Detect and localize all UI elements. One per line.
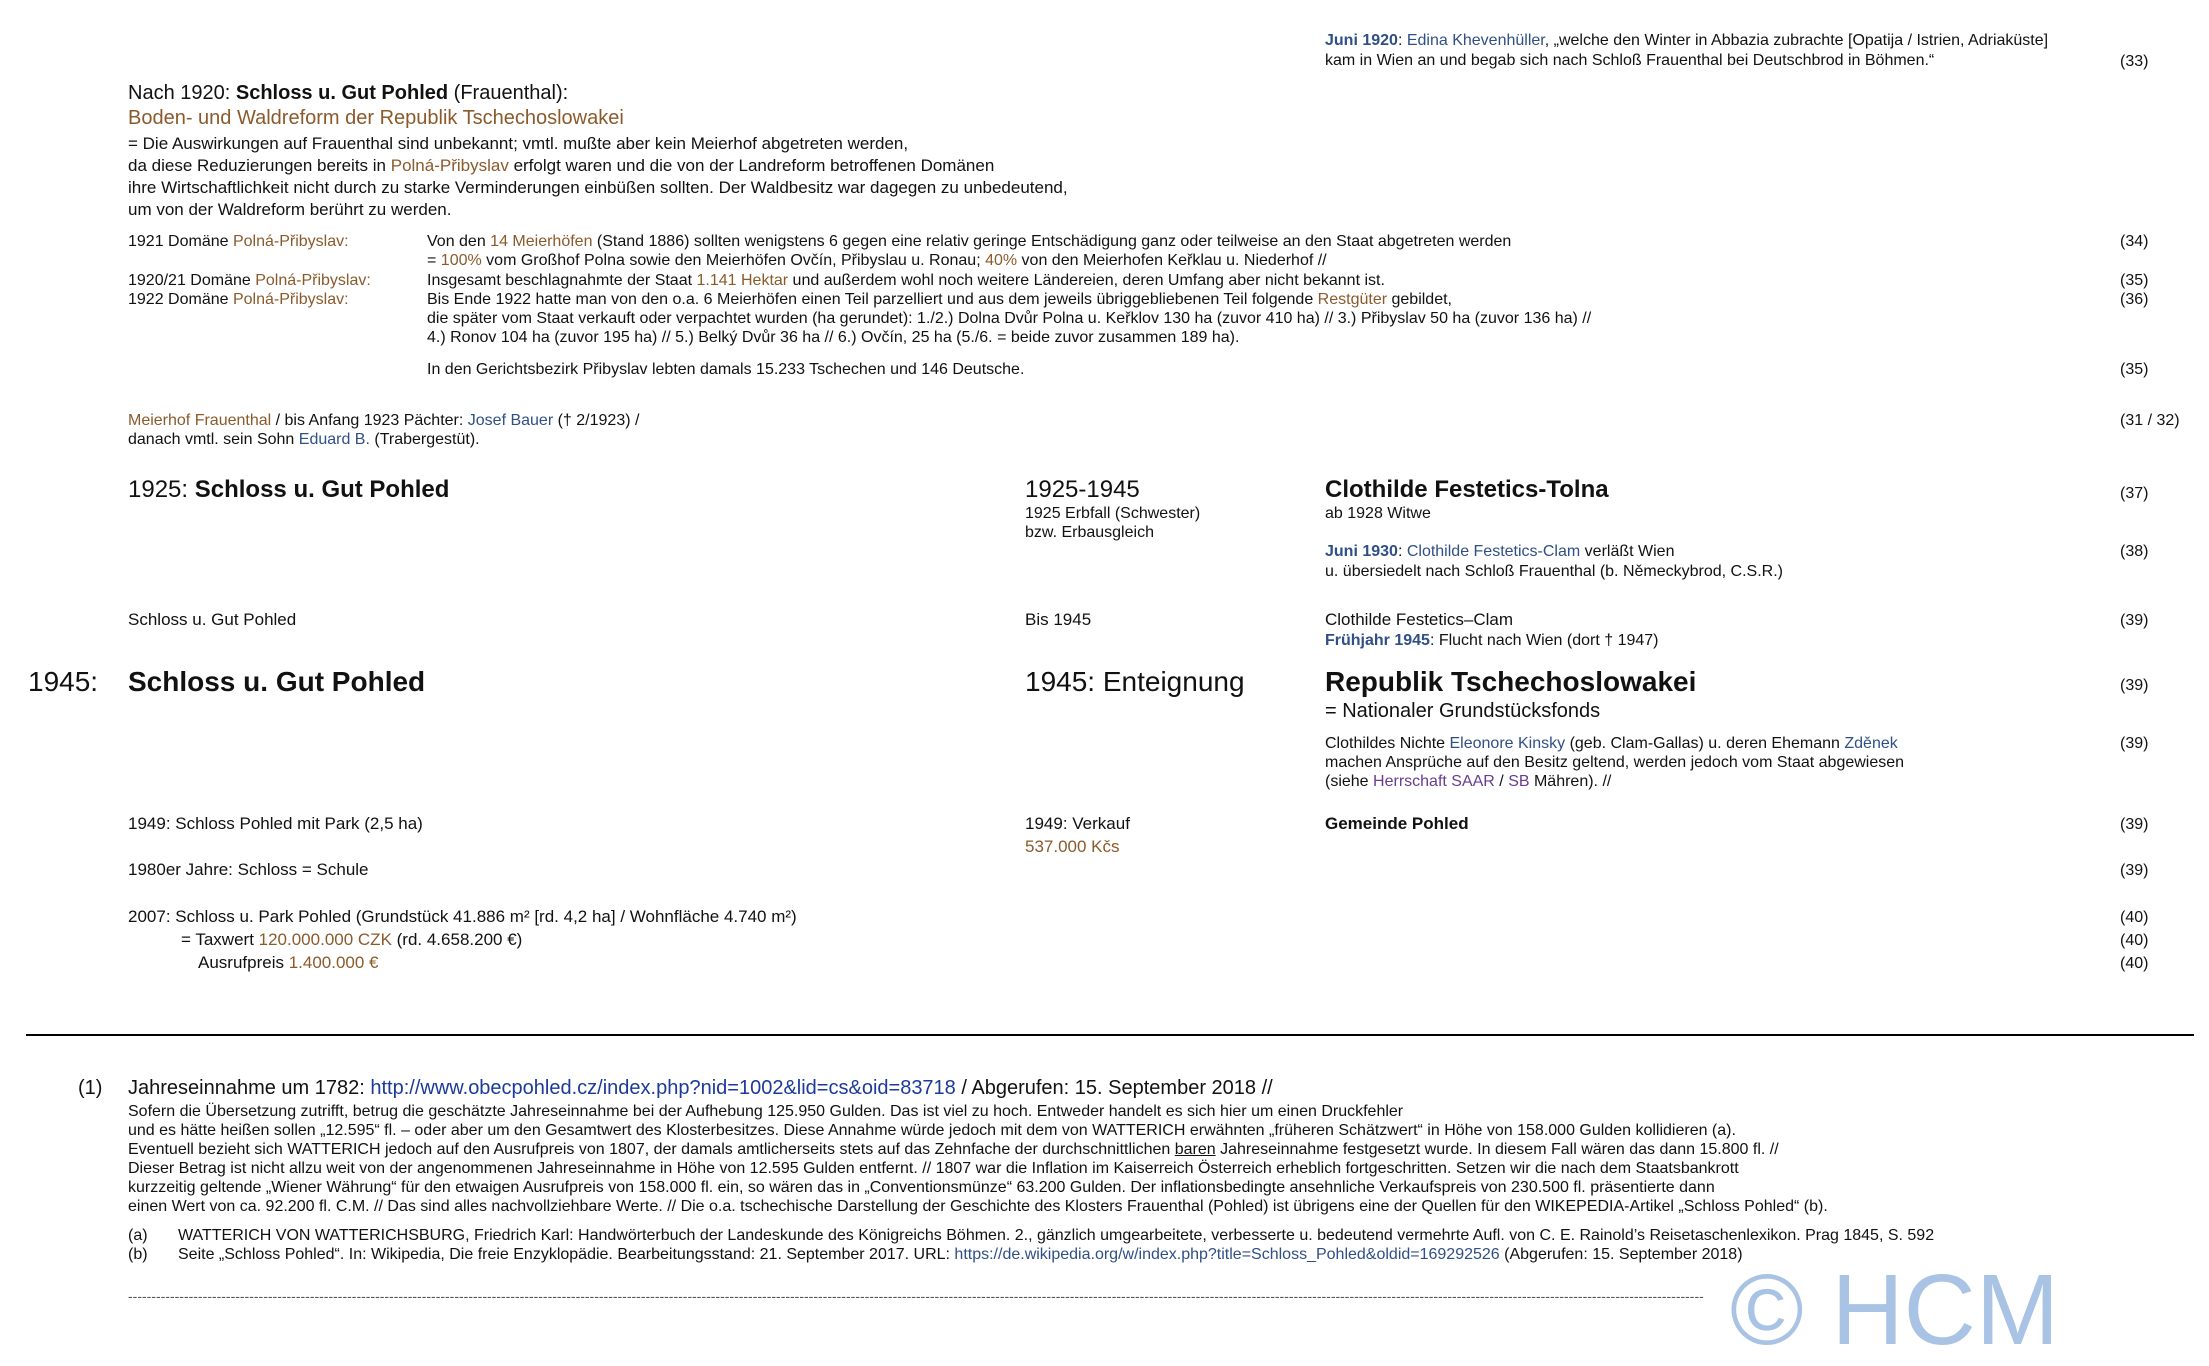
row-1920-21-label <box>128 271 371 290</box>
ref-35b: (35) <box>2120 361 2149 378</box>
para-line-1: = Die Auswirkungen auf Frauenthal sind unbekannt; vmtl. mußte aber kein Meierhof abgetreten werden, <box>128 134 909 153</box>
meierhof-line-2 <box>128 430 480 449</box>
date-juni-1920: Juni 1920 <box>1325 32 1398 49</box>
t-c: gebildet, <box>1387 291 1452 308</box>
ft-c: / Abgerufen: 15. September 2018 // <box>955 1077 1273 1099</box>
label-a: 1922 Domäne <box>128 291 233 308</box>
row-2007-l3 <box>198 952 379 973</box>
row-1980: 1980er Jahre: Schloss = Schule <box>128 860 369 879</box>
para-line-3: ihre Wirtschaftlichkeit nicht durch zu starke Verminderungen einbüßen sollten. Der Waldbesitz war dagegen zu unbedeutend, <box>128 178 1068 197</box>
t-a: Von den <box>427 233 491 250</box>
quote-text: , „welche den Winter in Abbazia zubrachte [Opatija / Istrien, Adriaküste] <box>1544 32 2049 49</box>
t-c: und außerdem wohl noch weitere Ländereien, deren Umfang aber nicht bekannt ist. <box>788 272 1385 289</box>
footnote-number: (1) <box>78 1077 103 1099</box>
m-d: († 2/1923) / <box>553 412 640 429</box>
row-1925-left <box>128 476 449 504</box>
label-a: 1920/21 Domäne <box>128 272 256 289</box>
m-l2c: (Trabergestüt). <box>369 431 480 448</box>
para-line-2 <box>128 155 994 176</box>
row-1925-mid-l1: 1925 Erbfall (Schwester) <box>1025 505 1201 522</box>
place-link-polna[interactable]: Polná-Přibyslav <box>390 156 509 175</box>
section-subheading: Boden- und Waldreform der Republik Tschechoslowakei <box>128 107 624 129</box>
note-kinsky-3 <box>1325 772 1611 791</box>
rest: verläßt Wien <box>1580 543 1675 560</box>
n3e: Mähren). // <box>1529 773 1612 790</box>
row-1922-label <box>128 290 349 309</box>
ft-a: Jahreseinnahme um 1782: <box>128 1077 371 1099</box>
t-a: Bis Ende 1922 hatte man von den o.a. 6 Meierhöfen einen Teil parzelliert und aus dem jeweils übriggebliebenen Teil folgende <box>427 291 1318 308</box>
row-1949-price: 537.000 Kčs <box>1025 837 1120 856</box>
ref-39c: (39) <box>2120 735 2149 752</box>
footnote-text-5: kurzzeitig geltende „Wiener Währung“ für den etwaigen Ausrufpreis von 158.000 fl. ein, so wären das in „Conventionsmünze“ 63.200 Gulden. Der inflationsbedingte ansehnliche Verkaufspreis von 230.500 fl. präsentierte dann <box>128 1179 1715 1196</box>
ref-35: (35) <box>2120 272 2149 289</box>
row-1925-mid-title: 1925-1945 <box>1025 476 1140 503</box>
t-e: von den Meierhofen Keřklau u. Niederhof // <box>1017 252 1327 269</box>
ref-33: (33) <box>2120 53 2149 70</box>
t3b-underlined: baren <box>1174 1141 1216 1158</box>
bold-title: Schloss u. Gut Pohled <box>194 476 450 503</box>
highlight-100: 100% <box>440 252 482 269</box>
taxwert-value: 120.000.000 CZK <box>258 930 392 949</box>
row-1945-right-sub: = Nationaler Grundstücksfonds <box>1325 700 1601 722</box>
footnote-a-label: (a) <box>128 1227 148 1244</box>
t-a: Insgesamt beschlagnahmte der Staat <box>427 272 697 289</box>
ref-31-32: (31 / 32) <box>2120 412 2180 429</box>
person-clothilde[interactable]: Clothilde Festetics-Clam <box>1406 543 1581 560</box>
row-gerichtsbezirk: In den Gerichtsbezirk Přibyslav lebten damals 15.233 Tschechen und 146 Deutsche. <box>427 361 1025 378</box>
row-1921-text <box>427 232 1511 251</box>
note-1930 <box>1325 542 1674 561</box>
ref-40c: (40) <box>2120 955 2149 972</box>
person-eleonore[interactable]: Eleonore Kinsky <box>1449 735 1566 752</box>
b-a: Seite „Schloss Pohled“. In: Wikipedia, Die freie Enzyklopädie. Bearbeitungsstand: 21. September 2017. URL: <box>178 1246 955 1263</box>
row-1925-mid-l2: bzw. Erbausgleich <box>1025 524 1154 541</box>
ref-39b: (39) <box>2120 677 2149 694</box>
ref-39e: (39) <box>2120 862 2149 879</box>
l2a: = Taxwert <box>181 930 259 949</box>
ref-39d: (39) <box>2120 816 2149 833</box>
note-kinsky-1 <box>1325 734 1898 753</box>
t-a: = <box>427 252 441 269</box>
sep: : <box>1397 32 1407 49</box>
link-herrschaft-saar[interactable]: Herrschaft SAAR <box>1373 773 1495 790</box>
place-link[interactable]: Polná-Přibyslav: <box>232 233 349 250</box>
meierhof-link[interactable]: Meierhof Frauenthal <box>128 412 272 429</box>
link-sb[interactable]: SB <box>1508 773 1530 790</box>
footnote-a-text: WATTERICH VON WATTERICHSBURG, Friedrich Karl: Handwörterbuch der Landeskunde des Königreichs Böhmen. 2., gänzlich umgearbeitete, verbesserte u. bedeutend vermehrte Aufl. von C. E. Rainold’s Reisetaschenlexikon. Prag 1845, S. 592 <box>178 1227 1935 1244</box>
l3a: Ausrufpreis <box>198 953 289 972</box>
footnote-text-6: einen Wert von ca. 92.200 fl. C.M. // Das sind alles nachvollziehbare Werte. // Die o.a. tschechische Darstellung der Geschichte des Klosters Frauenthal (Pohled) ist übrigens eine der Quellen für den WIKEPEDIA-Artikel „Schloss Pohled“ (b). <box>128 1198 1828 1215</box>
row-1949-right: Gemeinde Pohled <box>1325 814 1469 833</box>
row-1925-right-title: Clothilde Festetics-Tolna <box>1325 476 1609 503</box>
row-1949-left: 1949: Schloss Pohled mit Park (2,5 ha) <box>128 814 423 833</box>
footnote-text-2: und es hätte heißen sollen „12.595“ fl. – oder aber um den Gesamtwert des Klosterbesitzes. Diese Annahme würde jedoch mit dem von WATTERICH erwähnten „früheren Schätzwert“ in Höhe von 158.000 Gulden kollidieren (a). <box>128 1122 1736 1139</box>
row-1921-text-2 <box>427 251 1327 270</box>
wikipedia-url-link[interactable]: https://de.wikipedia.org/w/index.php?title=Schloss_Pohled&oldid=169292526 <box>954 1246 1500 1263</box>
l2c: (rd. 4.658.200 €) <box>391 930 523 949</box>
date-juni-1930: Juni 1930 <box>1325 543 1398 560</box>
rest: : Flucht nach Wien (dort † 1947) <box>1429 632 1659 649</box>
row-1921-label <box>128 232 349 251</box>
n1a: Clothildes Nichte <box>1325 735 1450 752</box>
row-bis1945-left: Schloss u. Gut Pohled <box>128 610 297 629</box>
place-link[interactable]: Polná-Přibyslav: <box>232 291 349 308</box>
section-heading-1920 <box>128 81 568 105</box>
m-l2a: danach vmtl. sein Sohn <box>128 431 299 448</box>
ref-37: (37) <box>2120 485 2149 502</box>
highlight-40: 40% <box>985 252 1018 269</box>
row-1922-text <box>427 290 1452 309</box>
para-line-4: um von der Waldreform berührt zu werden. <box>128 200 452 219</box>
ref-39a: (39) <box>2120 612 2149 629</box>
quote-line-2: kam in Wien an und begab sich nach Schloß Frauenthal bei Deutschbrod in Böhmen.“ <box>1325 52 1935 69</box>
row-bis1945-right-2 <box>1325 631 1659 650</box>
place-link[interactable]: Polná-Přibyslav: <box>255 272 371 289</box>
note-kinsky-2: machen Ansprüche auf den Besitz geltend, werden jedoch vom Staat abgewiesen <box>1325 754 1905 771</box>
quote-line-1 <box>1325 31 2048 50</box>
highlight-restgueter: Restgüter <box>1317 291 1388 308</box>
sep: : <box>1397 543 1407 560</box>
label-a: 1921 Domäne <box>128 233 233 250</box>
row-1925-right-l1: ab 1928 Witwe <box>1325 505 1431 522</box>
prefix: 1925: <box>128 476 195 503</box>
t3c: Jahreseinnahme festgesetzt wurde. In diesem Fall wären das dann 15.800 fl. // <box>1215 1141 1779 1158</box>
n3c: / <box>1494 773 1509 790</box>
row-2007-l1: 2007: Schloss u. Park Pohled (Grundstück 41.886 m² [rd. 4,2 ha] / Wohnfläche 4.740 m²) <box>128 907 797 926</box>
row-1945-mid: 1945: Enteignung <box>1025 666 1245 697</box>
row-1945-left: Schloss u. Gut Pohled <box>128 666 426 697</box>
footnote-title <box>128 1076 1273 1100</box>
footnote-b-text <box>178 1245 1743 1264</box>
date-fruehjahr-1945: Frühjahr 1945 <box>1325 632 1430 649</box>
row-1945-right: Republik Tschechoslowakei <box>1325 666 1697 697</box>
row-1922-line-3: 4.) Ronov 104 ha (zuvor 195 ha) // 5.) Belký Dvůr 36 ha // 6.) Ovčín, 25 ha (5./6. = beide zuvor zusammen 189 ha). <box>427 329 1240 346</box>
n3a: (siehe <box>1325 773 1374 790</box>
note-1930-l2: u. übersiedelt nach Schloß Frauenthal (b. Německybrod, C.S.R.) <box>1325 563 1783 580</box>
row-bis1945-right: Clothilde Festetics–Clam <box>1325 610 1514 629</box>
n1c: (geb. Clam-Gallas) u. deren Ehemann <box>1565 735 1845 752</box>
m-b: / bis Anfang 1923 Pächter: <box>271 412 468 429</box>
heading-bold: Schloss u. Gut Pohled <box>235 82 449 104</box>
heading-prefix: Nach 1920: <box>128 82 236 104</box>
ref-34: (34) <box>2120 233 2149 250</box>
t3a: Eventuell bezieht sich WATTERICH jedoch auf den Ausrufpreis von 1807, der damals amtlicherseits stets auf das Zehnfache der durchschnittlichen <box>128 1141 1175 1158</box>
t-c: vom Großhof Polna sowie den Meierhöfen Ovčín, Přibyslau u. Ronau; <box>481 252 986 269</box>
footnote-separator <box>26 1034 2194 1036</box>
row-bis1945-mid: Bis 1945 <box>1025 610 1092 629</box>
footnote-text-1: Sofern die Übersetzung zutrifft, betrug die geschätzte Jahreseinnahme bei der Aufhebung 125.950 Gulden. Das ist viel zu hoch. Entweder handelt es sich hier um einen Druckfehler <box>128 1103 1404 1120</box>
row-2007-l2 <box>181 929 522 950</box>
p2c: erfolgt waren und die von der Landreform betroffenen Domänen <box>508 156 995 175</box>
t-c: (Stand 1886) sollten wenigstens 6 gegen eine relativ geringe Entschädigung ganz oder teilweise an den Staat abgetreten werden <box>592 233 1512 250</box>
ref-36: (36) <box>2120 291 2149 308</box>
person-edina[interactable]: Edina Khevenhüller <box>1406 32 1545 49</box>
ausrufpreis-value: 1.400.000 € <box>288 953 379 972</box>
person-josef-bauer[interactable]: Josef Bauer <box>467 412 554 429</box>
highlight-hektar: 1.141 Hektar <box>696 272 789 289</box>
row-1949-mid: 1949: Verkauf <box>1025 814 1130 833</box>
footnote-text-3 <box>128 1140 1779 1159</box>
dashed-divider: -------------------------------------------------------------------------------------------------------------------------------------------------------------------------------------------------------------------------------------------------------------------------------------------------------------------------------------------------- <box>128 1288 1704 1304</box>
footnote-text-4: Dieser Betrag ist nicht allzu weit von der angenommenen Jahreseinnahme in Höhe von 12.595 Gulden entfernt. // 1807 war die Inflation im Kaiserreich Österreich erheblich fortgeschritten. Setzen wir die nach dem Staatsbankrott <box>128 1160 1739 1177</box>
person-zdenek[interactable]: Zděnek <box>1844 735 1898 752</box>
p2a: da diese Reduzierungen bereits in <box>128 156 391 175</box>
ref-38: (38) <box>2120 543 2149 560</box>
ref-40b: (40) <box>2120 932 2149 949</box>
person-eduard[interactable]: Eduard B. <box>298 431 370 448</box>
meierhof-line-1 <box>128 411 639 430</box>
footnote-url-link[interactable]: http://www.obecpohled.cz/index.php?nid=1002&lid=cs&oid=83718 <box>370 1077 956 1099</box>
heading-suffix: (Frauenthal): <box>448 82 569 104</box>
year-1945: 1945: <box>28 666 99 697</box>
footnote-b-label: (b) <box>128 1246 148 1263</box>
b-c: (Abgerufen: 15. September 2018) <box>1499 1246 1743 1263</box>
row-1920-21-text <box>427 271 1385 290</box>
highlight-meierhoefen: 14 Meierhöfen <box>490 233 593 250</box>
copyright-watermark: © HCM <box>1730 1254 2060 1366</box>
row-1922-line-2: die später vom Staat verkauft oder verpachtet wurden (ha gerundet): 1./2.) Dolna Dvůr Polna u. Keřklov 130 ha (zuvor 410 ha) // 3.) Přibyslav 50 ha (zuvor 136 ha) // <box>427 310 1592 327</box>
ref-40a: (40) <box>2120 909 2149 926</box>
